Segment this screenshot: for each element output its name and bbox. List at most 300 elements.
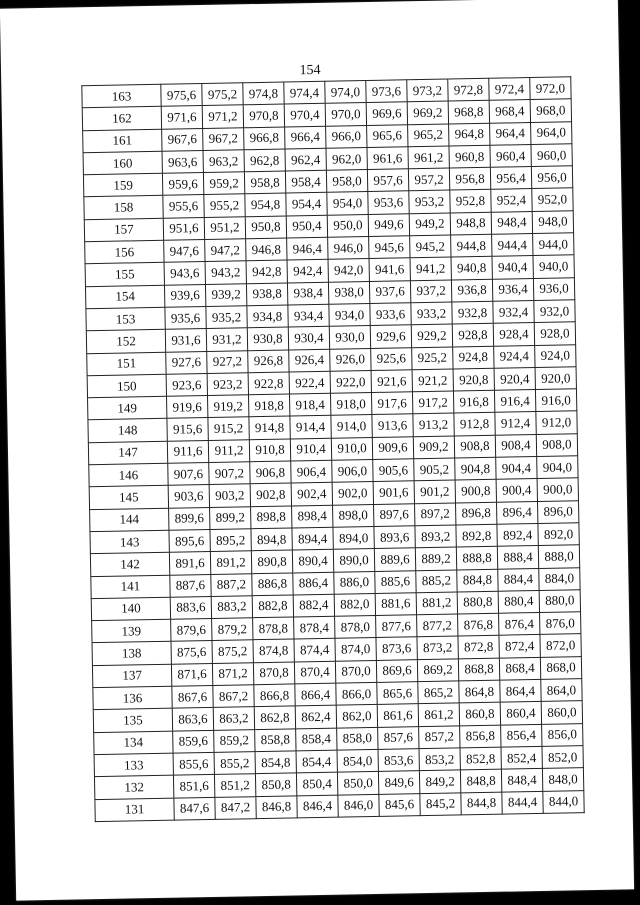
row-number-cell: 137 bbox=[92, 664, 171, 688]
value-cell: 904,4 bbox=[496, 457, 537, 480]
value-cell: 890,4 bbox=[292, 549, 333, 572]
row-number-cell: 148 bbox=[88, 419, 167, 443]
value-cell: 870,4 bbox=[294, 661, 335, 684]
value-cell: 899,6 bbox=[169, 507, 210, 530]
value-cell: 916,4 bbox=[494, 390, 535, 413]
value-cell: 909,2 bbox=[413, 436, 454, 459]
value-cell: 923,6 bbox=[166, 373, 207, 396]
value-cell: 862,0 bbox=[336, 705, 377, 728]
value-cell: 967,2 bbox=[203, 127, 244, 150]
value-cell: 873,2 bbox=[417, 636, 458, 659]
value-cell: 882,4 bbox=[293, 594, 334, 617]
value-cell: 951,2 bbox=[204, 217, 245, 240]
value-cell: 935,2 bbox=[206, 306, 247, 329]
value-cell: 941,2 bbox=[410, 257, 451, 280]
value-cell: 866,0 bbox=[336, 682, 377, 705]
value-cell: 912,8 bbox=[454, 413, 495, 436]
value-cell: 860,0 bbox=[541, 701, 582, 724]
value-cell: 962,0 bbox=[326, 147, 367, 170]
value-cell: 925,6 bbox=[371, 347, 412, 370]
value-cell: 874,0 bbox=[335, 638, 376, 661]
row-number-cell: 144 bbox=[90, 508, 169, 532]
value-cell: 965,6 bbox=[367, 124, 408, 147]
value-cell: 854,8 bbox=[255, 751, 296, 774]
value-cell: 874,4 bbox=[294, 639, 335, 662]
row-number-cell: 161 bbox=[83, 129, 162, 153]
value-cell: 892,4 bbox=[497, 523, 538, 546]
value-cell: 863,2 bbox=[213, 707, 254, 730]
value-cell: 906,8 bbox=[250, 461, 291, 484]
value-cell: 962,8 bbox=[244, 149, 285, 172]
value-cell: 971,6 bbox=[161, 106, 202, 129]
value-cell: 885,2 bbox=[416, 569, 457, 592]
value-cell: 875,6 bbox=[171, 641, 212, 664]
value-cell: 954,0 bbox=[327, 192, 368, 215]
value-cell: 850,0 bbox=[337, 772, 378, 795]
value-cell: 844,4 bbox=[502, 791, 543, 814]
value-cell: 940,0 bbox=[533, 255, 574, 278]
value-cell: 928,8 bbox=[452, 324, 493, 347]
value-cell: 911,6 bbox=[167, 440, 208, 463]
row-number-cell: 143 bbox=[90, 530, 169, 554]
value-cell: 870,0 bbox=[335, 660, 376, 683]
value-cell: 956,4 bbox=[490, 167, 531, 190]
value-cell: 869,6 bbox=[376, 659, 417, 682]
value-cell: 942,0 bbox=[328, 259, 369, 282]
value-cell: 953,2 bbox=[409, 191, 450, 214]
value-cell: 894,4 bbox=[292, 527, 333, 550]
value-cell: 864,4 bbox=[500, 679, 541, 702]
value-cell: 844,0 bbox=[543, 790, 584, 813]
value-cell: 914,8 bbox=[249, 416, 290, 439]
value-cell: 921,6 bbox=[371, 370, 412, 393]
value-cell: 856,4 bbox=[501, 724, 542, 747]
value-cell: 880,8 bbox=[457, 591, 498, 614]
value-cell: 874,8 bbox=[253, 639, 294, 662]
value-cell: 946,8 bbox=[246, 238, 287, 261]
value-cell: 952,4 bbox=[491, 189, 532, 212]
value-cell: 904,0 bbox=[537, 456, 578, 479]
value-cell: 964,0 bbox=[531, 121, 572, 144]
value-cell: 953,6 bbox=[368, 191, 409, 214]
value-cell: 920,8 bbox=[453, 368, 494, 391]
value-cell: 878,8 bbox=[253, 617, 294, 640]
value-cell: 920,0 bbox=[535, 367, 576, 390]
value-cell: 968,8 bbox=[448, 101, 489, 124]
value-cell: 847,6 bbox=[174, 797, 215, 820]
value-cell: 974,4 bbox=[284, 81, 325, 104]
value-cell: 902,0 bbox=[332, 482, 373, 505]
value-cell: 950,8 bbox=[245, 216, 286, 239]
value-cell: 893,2 bbox=[415, 525, 456, 548]
value-cell: 856,0 bbox=[542, 723, 583, 746]
value-cell: 944,8 bbox=[451, 234, 492, 257]
value-cell: 858,8 bbox=[255, 729, 296, 752]
value-cell: 913,6 bbox=[372, 414, 413, 437]
value-cell: 879,6 bbox=[171, 619, 212, 642]
value-cell: 923,2 bbox=[207, 373, 248, 396]
value-cell: 857,6 bbox=[378, 726, 419, 749]
value-cell: 858,0 bbox=[337, 727, 378, 750]
value-cell: 895,2 bbox=[210, 529, 251, 552]
value-cell: 878,4 bbox=[294, 616, 335, 639]
row-number-cell: 160 bbox=[83, 151, 162, 175]
value-cell: 880,0 bbox=[539, 590, 580, 613]
value-cell: 902,4 bbox=[291, 483, 332, 506]
value-cell: 877,6 bbox=[376, 615, 417, 638]
value-cell: 845,2 bbox=[420, 792, 461, 815]
value-cell: 954,8 bbox=[245, 194, 286, 217]
value-cell: 906,4 bbox=[291, 460, 332, 483]
value-cell: 944,0 bbox=[533, 233, 574, 256]
value-cell: 917,6 bbox=[371, 392, 412, 415]
value-cell: 926,4 bbox=[289, 349, 330, 372]
value-cell: 852,0 bbox=[542, 746, 583, 769]
value-cell: 969,2 bbox=[407, 101, 448, 124]
value-cell: 916,0 bbox=[535, 389, 576, 412]
value-cell: 942,8 bbox=[246, 260, 287, 283]
value-cell: 949,6 bbox=[368, 214, 409, 237]
value-table bbox=[81, 76, 584, 822]
value-cell: 854,0 bbox=[337, 749, 378, 772]
value-cell: 914,0 bbox=[331, 415, 372, 438]
value-cell: 848,4 bbox=[501, 769, 542, 792]
row-number-cell: 131 bbox=[95, 798, 174, 822]
value-cell: 960,0 bbox=[531, 144, 572, 167]
value-cell: 938,8 bbox=[246, 283, 287, 306]
value-cell: 908,0 bbox=[536, 433, 577, 456]
row-number-cell: 155 bbox=[85, 263, 164, 287]
value-cell: 927,2 bbox=[207, 350, 248, 373]
value-cell: 858,4 bbox=[296, 728, 337, 751]
value-cell: 915,2 bbox=[208, 417, 249, 440]
value-cell: 881,6 bbox=[375, 593, 416, 616]
value-cell: 927,6 bbox=[166, 351, 207, 374]
value-cell: 878,0 bbox=[335, 616, 376, 639]
value-cell: 859,2 bbox=[214, 729, 255, 752]
value-cell: 945,2 bbox=[410, 235, 451, 258]
value-cell: 934,8 bbox=[247, 305, 288, 328]
value-cell: 885,6 bbox=[375, 570, 416, 593]
value-cell: 958,0 bbox=[326, 170, 367, 193]
value-cell: 879,2 bbox=[212, 618, 253, 641]
value-cell: 884,0 bbox=[539, 567, 580, 590]
value-cell: 946,4 bbox=[287, 237, 328, 260]
value-cell: 922,8 bbox=[248, 372, 289, 395]
value-cell: 918,8 bbox=[248, 394, 289, 417]
value-cell: 850,8 bbox=[255, 773, 296, 796]
value-cell: 861,2 bbox=[418, 703, 459, 726]
value-cell: 924,0 bbox=[535, 344, 576, 367]
value-cell: 865,6 bbox=[377, 682, 418, 705]
value-cell: 972,0 bbox=[530, 77, 571, 100]
value-cell: 890,8 bbox=[251, 550, 292, 573]
value-cell: 948,8 bbox=[450, 212, 491, 235]
value-cell: 963,6 bbox=[162, 150, 203, 173]
value-cell: 911,2 bbox=[208, 439, 249, 462]
value-cell: 897,6 bbox=[374, 503, 415, 526]
value-cell: 948,4 bbox=[491, 211, 532, 234]
value-cell: 868,4 bbox=[499, 657, 540, 680]
value-cell: 941,6 bbox=[369, 258, 410, 281]
value-cell: 961,2 bbox=[408, 146, 449, 169]
value-cell: 959,2 bbox=[203, 172, 244, 195]
value-cell: 887,6 bbox=[170, 574, 211, 597]
value-cell: 851,2 bbox=[214, 774, 255, 797]
value-cell: 930,0 bbox=[329, 326, 370, 349]
value-cell: 851,6 bbox=[173, 775, 214, 798]
value-cell: 900,0 bbox=[537, 478, 578, 501]
value-cell: 952,0 bbox=[532, 188, 573, 211]
value-cell: 920,4 bbox=[494, 367, 535, 390]
value-cell: 956,0 bbox=[531, 166, 572, 189]
value-cell: 892,8 bbox=[456, 524, 497, 547]
value-cell: 862,4 bbox=[295, 706, 336, 729]
value-cell: 900,8 bbox=[455, 480, 496, 503]
value-cell: 900,4 bbox=[496, 479, 537, 502]
value-cell: 901,6 bbox=[373, 481, 414, 504]
value-cell: 930,4 bbox=[288, 327, 329, 350]
value-cell: 914,4 bbox=[290, 416, 331, 439]
value-cell: 929,2 bbox=[411, 324, 452, 347]
value-cell: 943,6 bbox=[164, 262, 205, 285]
value-cell: 887,2 bbox=[211, 573, 252, 596]
value-cell: 910,4 bbox=[290, 438, 331, 461]
value-cell: 973,6 bbox=[366, 80, 407, 103]
value-cell: 849,2 bbox=[419, 770, 460, 793]
value-cell: 896,8 bbox=[456, 502, 497, 525]
value-cell: 883,6 bbox=[170, 596, 211, 619]
value-table-body bbox=[82, 77, 584, 822]
value-cell: 893,6 bbox=[374, 526, 415, 549]
value-cell: 903,6 bbox=[168, 485, 209, 508]
value-cell: 895,6 bbox=[169, 529, 210, 552]
value-cell: 921,2 bbox=[412, 369, 453, 392]
value-cell: 936,4 bbox=[492, 278, 533, 301]
value-cell: 902,8 bbox=[250, 483, 291, 506]
row-number-cell: 147 bbox=[88, 441, 167, 465]
value-cell: 931,6 bbox=[165, 329, 206, 352]
value-cell: 946,0 bbox=[328, 237, 369, 260]
value-cell: 932,8 bbox=[452, 301, 493, 324]
value-cell: 894,0 bbox=[333, 526, 374, 549]
value-cell: 913,2 bbox=[413, 413, 454, 436]
value-cell: 961,6 bbox=[367, 147, 408, 170]
value-cell: 876,4 bbox=[499, 613, 540, 636]
row-number-cell: 153 bbox=[86, 307, 165, 331]
value-cell: 966,0 bbox=[326, 125, 367, 148]
value-cell: 972,4 bbox=[489, 78, 530, 101]
value-cell: 898,8 bbox=[251, 506, 292, 529]
value-cell: 972,8 bbox=[448, 78, 489, 101]
value-cell: 917,2 bbox=[412, 391, 453, 414]
value-cell: 963,2 bbox=[203, 150, 244, 173]
row-number-cell: 142 bbox=[90, 552, 169, 576]
value-cell: 896,4 bbox=[496, 501, 537, 524]
value-cell: 938,4 bbox=[287, 282, 328, 305]
value-cell: 866,4 bbox=[295, 683, 336, 706]
value-cell: 883,2 bbox=[211, 596, 252, 619]
row-number-cell: 133 bbox=[94, 753, 173, 777]
value-cell: 897,2 bbox=[415, 503, 456, 526]
value-cell: 848,0 bbox=[542, 768, 583, 791]
value-cell: 968,4 bbox=[489, 100, 530, 123]
value-cell: 850,4 bbox=[296, 772, 337, 795]
value-cell: 938,0 bbox=[328, 281, 369, 304]
row-number-cell: 157 bbox=[84, 218, 163, 242]
value-cell: 909,6 bbox=[372, 436, 413, 459]
value-cell: 852,4 bbox=[501, 746, 542, 769]
value-cell: 930,8 bbox=[247, 327, 288, 350]
value-cell: 947,2 bbox=[205, 239, 246, 262]
value-cell: 955,6 bbox=[163, 195, 204, 218]
row-number-cell: 159 bbox=[83, 173, 162, 197]
value-cell: 853,6 bbox=[378, 749, 419, 772]
value-cell: 889,6 bbox=[374, 548, 415, 571]
value-cell: 884,4 bbox=[498, 568, 539, 591]
value-cell: 922,0 bbox=[330, 370, 371, 393]
row-number-cell: 158 bbox=[84, 196, 163, 220]
value-cell: 942,4 bbox=[287, 260, 328, 283]
value-cell: 859,6 bbox=[173, 730, 214, 753]
value-cell: 898,0 bbox=[333, 504, 374, 527]
value-cell: 886,4 bbox=[293, 572, 334, 595]
value-cell: 877,2 bbox=[417, 614, 458, 637]
value-cell: 876,0 bbox=[540, 612, 581, 635]
value-cell: 956,8 bbox=[449, 167, 490, 190]
value-cell: 870,8 bbox=[253, 662, 294, 685]
value-cell: 844,8 bbox=[461, 792, 502, 815]
value-cell: 898,4 bbox=[292, 505, 333, 528]
value-cell: 933,6 bbox=[370, 303, 411, 326]
row-number-cell: 152 bbox=[86, 330, 165, 354]
value-cell: 869,2 bbox=[417, 659, 458, 682]
row-number-cell: 156 bbox=[85, 240, 164, 264]
value-cell: 861,6 bbox=[377, 704, 418, 727]
value-cell: 918,0 bbox=[330, 393, 371, 416]
value-cell: 950,4 bbox=[286, 215, 327, 238]
value-cell: 924,4 bbox=[494, 345, 535, 368]
value-cell: 888,0 bbox=[538, 545, 579, 568]
value-cell: 855,6 bbox=[173, 752, 214, 775]
value-cell: 864,8 bbox=[459, 680, 500, 703]
value-cell: 966,8 bbox=[244, 127, 285, 150]
value-cell: 912,4 bbox=[495, 412, 536, 435]
value-cell: 868,0 bbox=[540, 656, 581, 679]
value-cell: 865,2 bbox=[418, 681, 459, 704]
value-cell: 867,6 bbox=[172, 685, 213, 708]
value-cell: 954,4 bbox=[286, 193, 327, 216]
page-number: 154 bbox=[299, 62, 321, 79]
row-number-cell: 162 bbox=[82, 107, 161, 131]
value-cell: 937,2 bbox=[410, 280, 451, 303]
value-cell: 975,2 bbox=[202, 83, 243, 106]
value-cell: 872,8 bbox=[458, 636, 499, 659]
value-cell: 860,8 bbox=[459, 702, 500, 725]
value-cell: 959,6 bbox=[162, 173, 203, 196]
row-number-cell: 151 bbox=[87, 352, 166, 376]
value-cell: 937,6 bbox=[369, 280, 410, 303]
value-cell: 969,6 bbox=[366, 102, 407, 125]
value-cell: 934,4 bbox=[288, 304, 329, 327]
value-cell: 939,2 bbox=[205, 283, 246, 306]
value-cell: 873,6 bbox=[376, 637, 417, 660]
row-number-cell: 135 bbox=[93, 709, 172, 733]
value-cell: 957,2 bbox=[408, 168, 449, 191]
row-number-cell: 132 bbox=[94, 775, 173, 799]
value-cell: 875,2 bbox=[212, 640, 253, 663]
value-cell: 965,2 bbox=[408, 124, 449, 147]
value-cell: 868,8 bbox=[458, 658, 499, 681]
value-cell: 846,8 bbox=[256, 795, 297, 818]
value-cell: 910,8 bbox=[249, 439, 290, 462]
value-cell: 899,2 bbox=[210, 506, 251, 529]
value-cell: 958,4 bbox=[285, 170, 326, 193]
value-cell: 856,8 bbox=[460, 725, 501, 748]
value-cell: 964,4 bbox=[490, 122, 531, 145]
row-number-cell: 134 bbox=[94, 731, 173, 755]
value-cell: 962,4 bbox=[285, 148, 326, 171]
value-cell: 876,8 bbox=[458, 613, 499, 636]
value-cell: 901,2 bbox=[414, 480, 455, 503]
value-cell: 949,2 bbox=[409, 213, 450, 236]
value-cell: 903,2 bbox=[209, 484, 250, 507]
value-cell: 905,2 bbox=[414, 458, 455, 481]
row-number-cell: 136 bbox=[93, 686, 172, 710]
value-cell: 884,8 bbox=[457, 569, 498, 592]
value-cell: 973,2 bbox=[407, 79, 448, 102]
value-cell: 940,8 bbox=[451, 257, 492, 280]
value-cell: 891,2 bbox=[210, 551, 251, 574]
value-cell: 863,6 bbox=[172, 708, 213, 731]
row-number-cell: 163 bbox=[82, 84, 161, 108]
value-cell: 896,0 bbox=[537, 500, 578, 523]
value-cell: 940,4 bbox=[492, 256, 533, 279]
value-cell: 970,8 bbox=[243, 104, 284, 127]
value-cell: 928,4 bbox=[493, 323, 534, 346]
value-cell: 894,8 bbox=[251, 528, 292, 551]
value-cell: 880,4 bbox=[498, 590, 539, 613]
value-cell: 918,4 bbox=[289, 393, 330, 416]
value-cell: 932,0 bbox=[534, 300, 575, 323]
row-number-cell: 145 bbox=[89, 486, 168, 510]
row-number-cell: 139 bbox=[92, 619, 171, 643]
value-cell: 935,6 bbox=[165, 306, 206, 329]
value-cell: 948,0 bbox=[532, 211, 573, 234]
value-cell: 970,4 bbox=[284, 104, 325, 127]
value-cell: 928,0 bbox=[534, 322, 575, 345]
row-number-cell: 146 bbox=[89, 463, 168, 487]
value-cell: 955,2 bbox=[204, 194, 245, 217]
value-cell: 915,6 bbox=[167, 418, 208, 441]
value-cell: 867,2 bbox=[213, 685, 254, 708]
value-cell: 904,8 bbox=[455, 457, 496, 480]
value-cell: 916,8 bbox=[453, 390, 494, 413]
value-cell: 906,0 bbox=[332, 460, 373, 483]
value-cell: 967,6 bbox=[162, 128, 203, 151]
value-cell: 864,0 bbox=[541, 679, 582, 702]
value-cell: 848,8 bbox=[460, 769, 501, 792]
value-cell: 964,8 bbox=[449, 123, 490, 146]
value-cell: 854,4 bbox=[296, 750, 337, 773]
value-cell: 925,2 bbox=[412, 347, 453, 370]
value-cell: 872,4 bbox=[499, 635, 540, 658]
value-cell: 886,0 bbox=[334, 571, 375, 594]
value-cell: 968,0 bbox=[530, 99, 571, 122]
value-cell: 882,0 bbox=[334, 593, 375, 616]
row-number-cell: 138 bbox=[92, 642, 171, 666]
value-cell: 872,0 bbox=[540, 634, 581, 657]
